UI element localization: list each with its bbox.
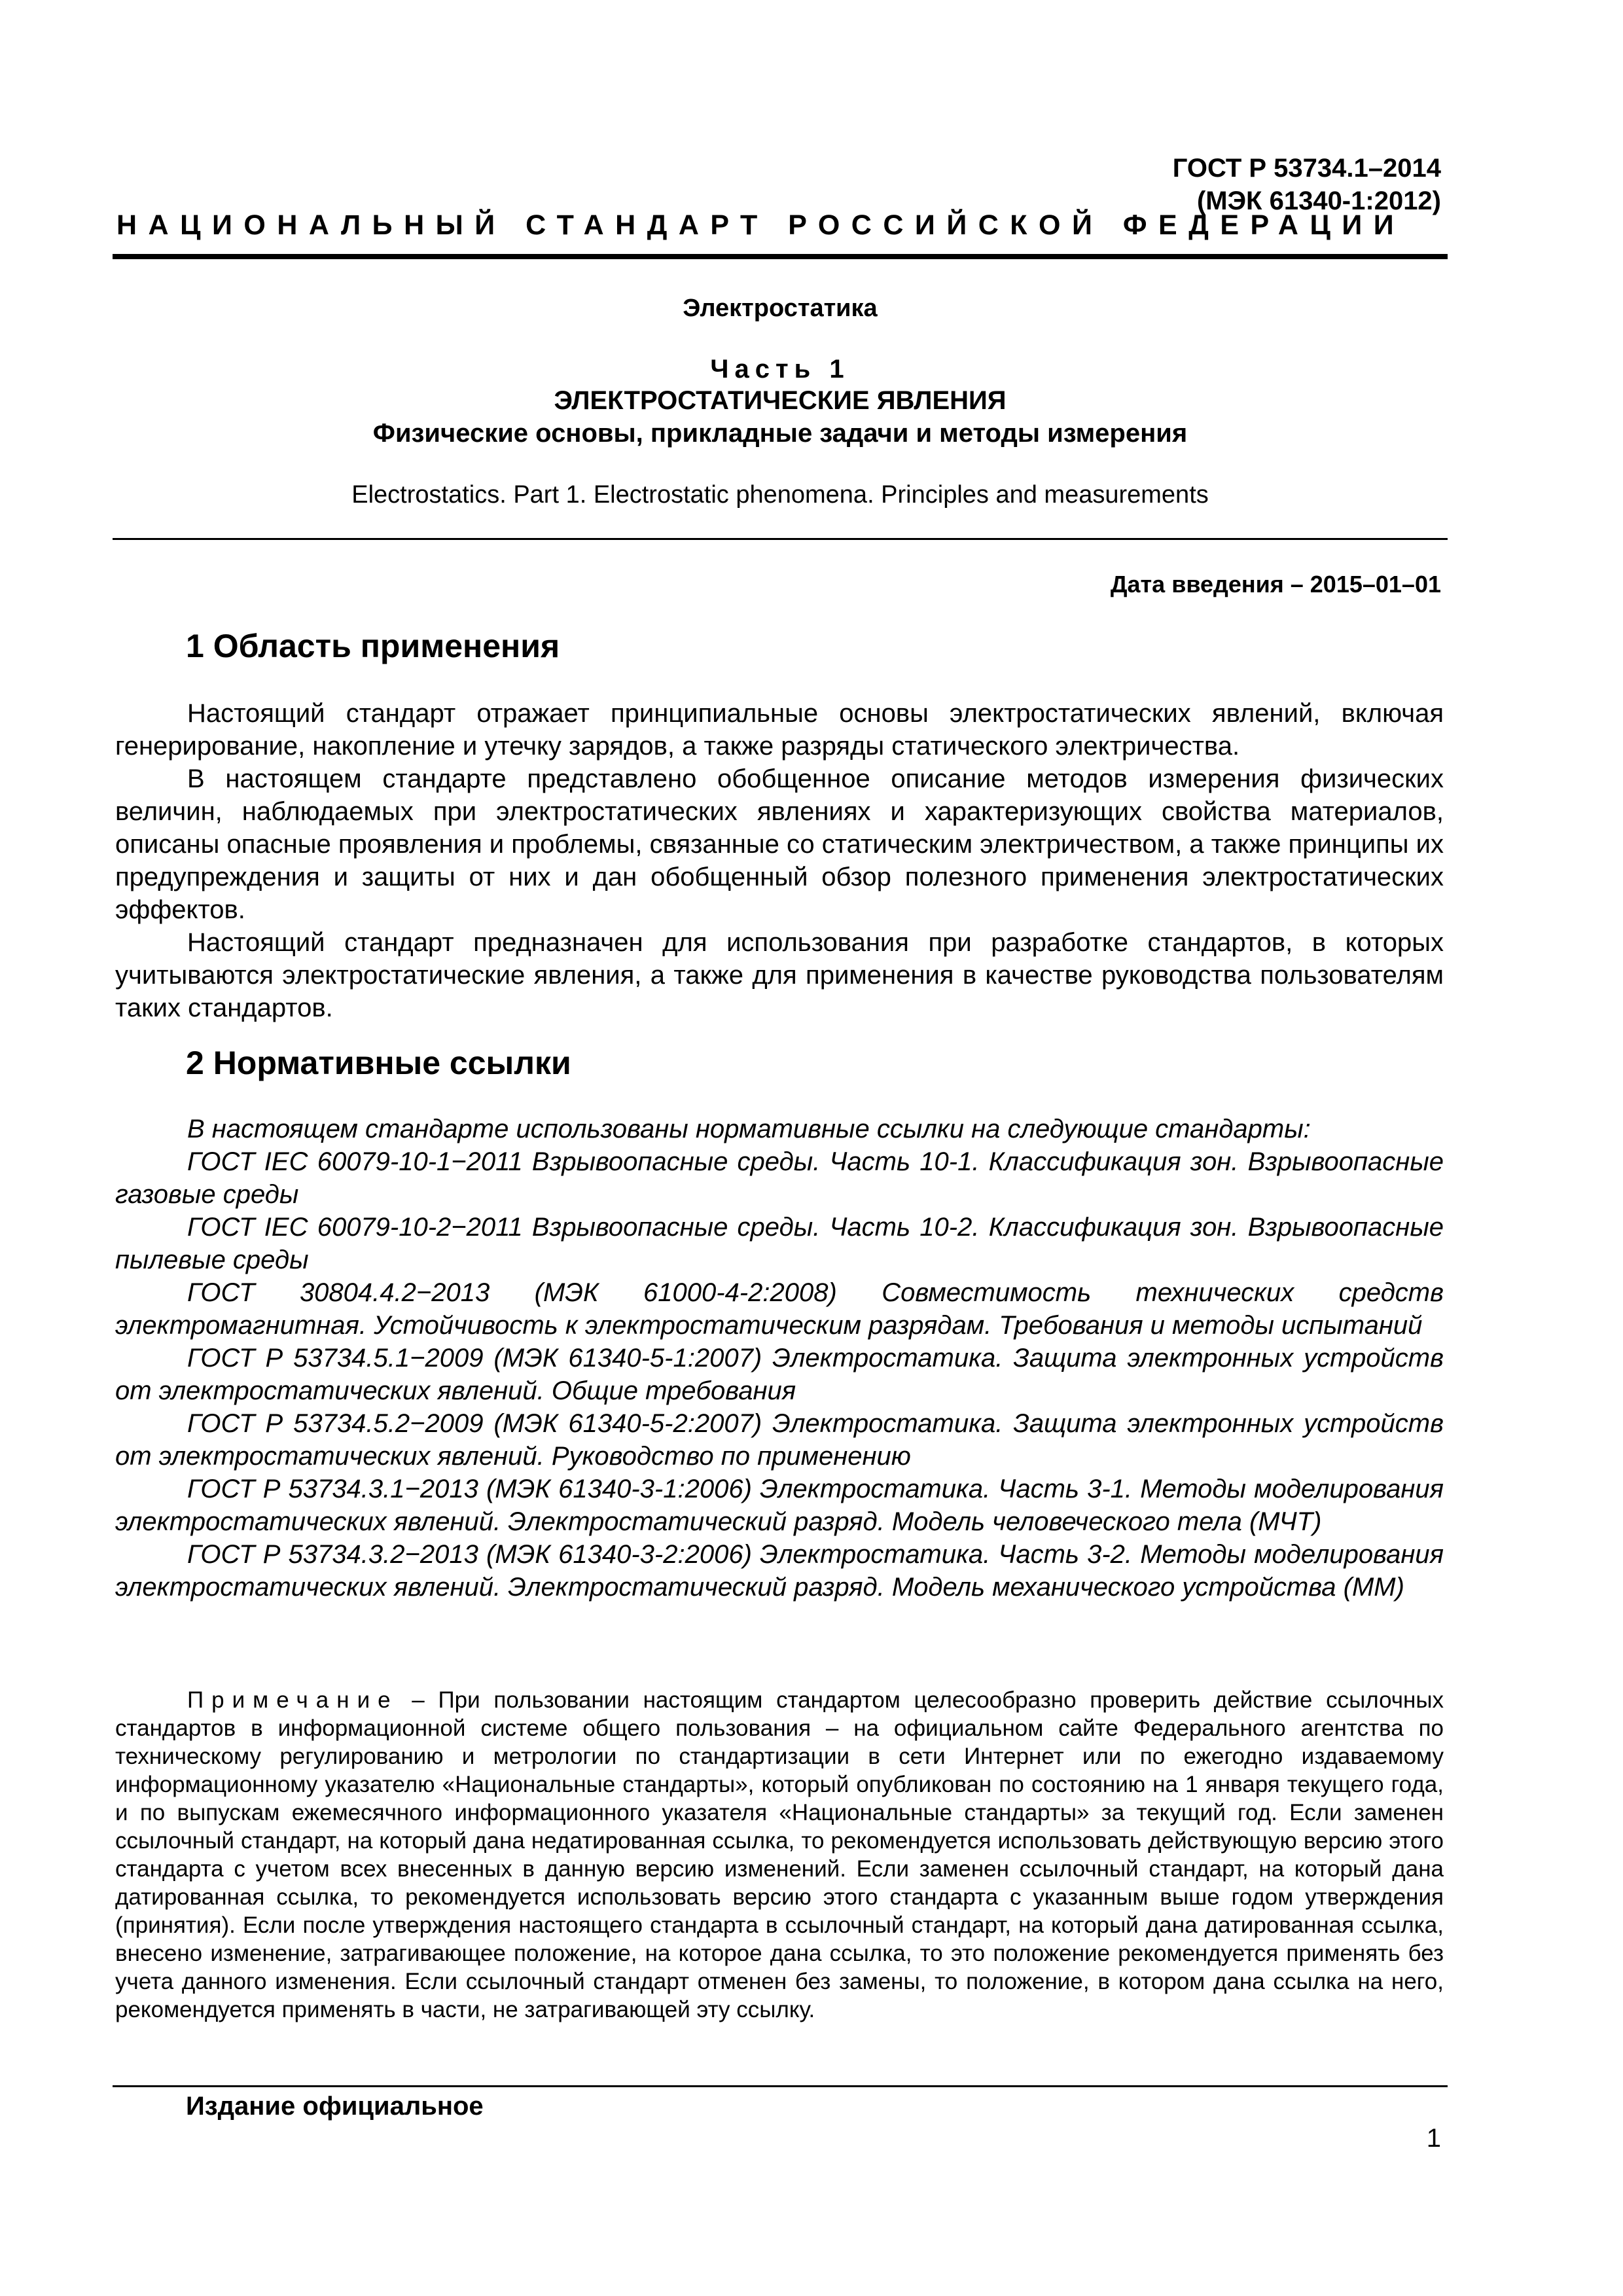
section-heading-references: 2 Нормативные ссылки [186,1045,571,1081]
introduction-date: Дата введения – 2015–01–01 [1110,571,1441,598]
reference-item: ГОСТ Р 53734.5.1−2009 (МЭК 61340-5-1:2007) Электростатика. Защита электронных устройств от электростатических явлений. Общие требования [115,1344,1444,1405]
edition-label: Издание официальное [186,2092,484,2121]
topic-title: Электростатика [683,295,878,322]
reference-item: ГОСТ 30804.4.2−2013 (МЭК 61000-4-2:2008) Совместимость технических средств электромагнитная. Устойчивость к электростатическим разрядам. Требования и методы испытаний [115,1278,1444,1340]
header-rule [113,254,1448,259]
document-code: ГОСТ Р 53734.1–2014 [1172,154,1441,183]
english-title: Electrostatics. Part 1. Electrostatic phenomena. Principles and measurements [351,481,1209,509]
reference-item: ГОСТ Р 53734.3.1−2013 (МЭК 61340-3-1:2006) Электростатика. Часть 3-1. Методы моделирования электростатических явлений. Электростатический разряд. Модель человеческого тела (МЧТ) [115,1475,1444,1536]
section-heading-scope: 1 Область применения [186,628,560,664]
note-text: – При пользовании настоящим стандартом целесообразно проверить действие ссылочных стандартов в информационной системе общего пользования – на официальном сайте Федерального агентства по техническому регулированию и метрологии по стандартизации в сети Интернет или по ежегодно издаваемому информационному указателю «Национальные стандарты», который опубликован по состоянию на 1 января текущего года, и по выпускам ежемесячного информационного указателя «Национальные стандарты» за текущий год. Если заменен ссылочный стандарт, на который дана недатированная ссылка, то рекомендуется использовать действующую версию этого стандарта с учетом всех внесенных в данную версию изменений. Если заменен ссылочный стандарт, на который дана датированная ссылка, то рекомендуется использовать версию этого стандарта с указанным выше годом утверждения (принятия). Если после утверждения настоящего стандарта в ссылочный стандарт, на который дана датированная ссылка, внесено изменение, затрагивающее положение, на которое дана ссылка, то это положение рекомендуется применять без учета данного изменения. Если ссылочный стандарт отменен без замены, то положение, в котором дана ссылка на него, рекомендуется применять в части, не затрагивающей эту ссылку. [115,1687,1444,2022]
reference-item: ГОСТ Р 53734.5.2−2009 (МЭК 61340-5-2:2007) Электростатика. Защита электронных устройств от электростатических явлений. Руководство по применению [115,1409,1444,1471]
paragraph: Настоящий стандарт предназначен для использования при разработке стандартов, в которых учитываются электростатические явления, а также для применения в качестве руководства пользователям таких стандартов. [115,928,1444,1022]
section-scope-body [115,697,1444,1024]
note-block [115,1686,1444,2024]
reference-item: ГОСТ Р 53734.3.2−2013 (МЭК 61340-3-2:2006) Электростатика. Часть 3-2. Методы моделирования электростатических явлений. Электростатический разряд. Модель механического устройства (ММ) [115,1540,1444,1602]
main-title: ЭЛЕКТРОСТАТИЧЕСКИЕ ЯВЛЕНИЯ [554,386,1007,415]
reference-item: ГОСТ IEC 60079-10-2−2011 Взрывоопасные среды. Часть 10-2. Классификация зон. Взрывоопасные пылевые среды [115,1213,1444,1274]
references-list [115,1113,1444,1604]
page-number: 1 [1426,2124,1441,2153]
subtitle: Физические основы, прикладные задачи и методы измерения [372,419,1188,448]
national-standard-title: НАЦИОНАЛЬНЫЙ СТАНДАРТ РОССИЙСКОЙ ФЕДЕРАЦИИ [116,209,1406,241]
reference-item: ГОСТ IEC 60079-10-1−2011 Взрывоопасные среды. Часть 10-1. Классификация зон. Взрывоопасные газовые среды [115,1147,1444,1209]
references-intro: В настоящем стандарте использованы нормативные ссылки на следующие стандарты: [187,1115,1311,1143]
part-title: Часть 1 [710,355,850,384]
iec-code: (МЭК 61340-1:2012) [1196,187,1441,215]
title-rule [113,538,1448,540]
paragraph: В настоящем стандарте представлено обобщенное описание методов измерения физических величин, наблюдаемых при электростатических явлениях и характеризующих свойства материалов, описаны опасные проявления и проблемы, связанные со статическим электричеством, а также принципы их предупреждения и защиты от них и дан обобщенный обзор полезного применения электростатических эффектов. [115,764,1444,924]
paragraph: Настоящий стандарт отражает принципиальные основы электростатических явлений, включая генерирование, накопление и утечку зарядов, а также разряды статического электричества. [115,699,1444,761]
footer-rule [113,2085,1448,2087]
note-label: Примечание [187,1687,399,1713]
